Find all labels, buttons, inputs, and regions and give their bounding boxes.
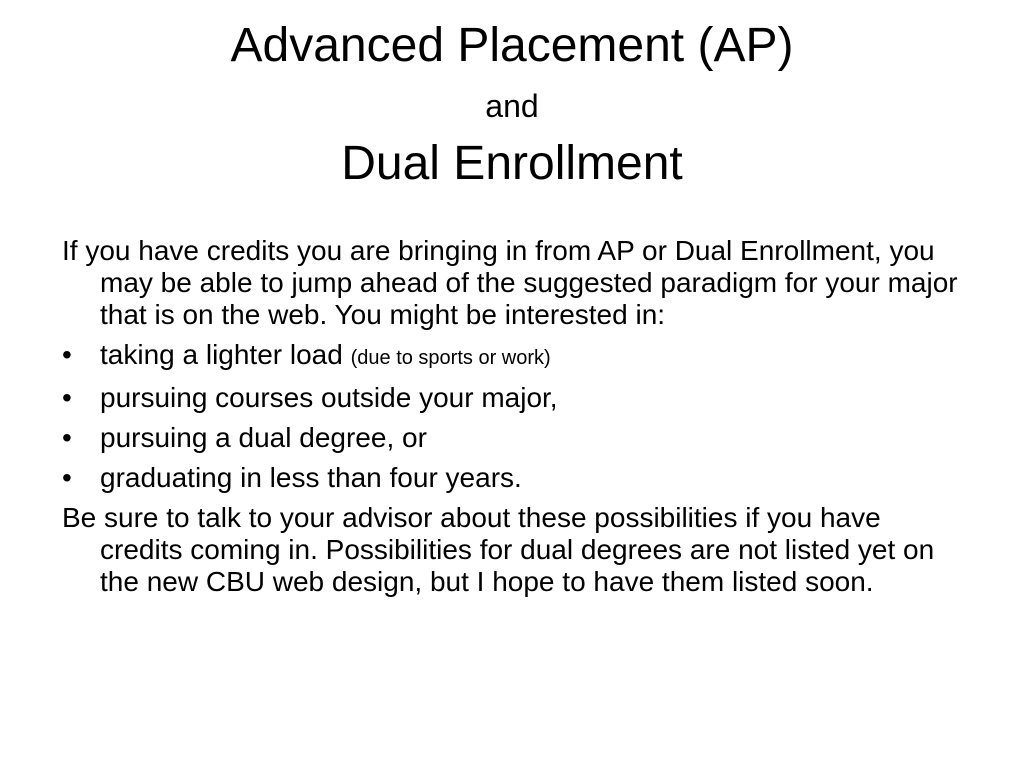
list-item: [62, 382, 962, 414]
bullet-icon: •: [62, 339, 72, 370]
list-item: [62, 339, 962, 374]
slide-body: [62, 235, 962, 606]
bullet-icon: •: [62, 382, 72, 413]
title-line-advanced-placement: Advanced Placement (AP): [230, 19, 794, 72]
bullet-text: taking a lighter load: [100, 339, 343, 370]
list-item: [62, 462, 962, 494]
bullet-text: pursuing courses outside your major,: [100, 382, 558, 413]
intro-paragraph: If you have credits you are bringing in from AP or Dual Enrollment, you may be able to jump ahead of the suggested paradigm for your major that is on the web. You might be interested in:: [62, 235, 958, 330]
bullet-icon: •: [62, 422, 72, 453]
bullet-note: (due to sports or work): [350, 347, 551, 369]
bullet-text: pursuing a dual degree, or: [100, 422, 427, 453]
bullet-list: [62, 339, 962, 494]
bullet-text: graduating in less than four years.: [100, 462, 522, 493]
title-line-dual-enrollment: Dual Enrollment: [341, 137, 683, 190]
bullet-icon: •: [62, 462, 72, 493]
slide-title: [0, 19, 1024, 190]
list-item: [62, 422, 962, 454]
closing-paragraph: Be sure to talk to your advisor about these possibilities if you have credits coming in. Possibilities for dual degrees are not listed yet on the new CBU web design, but I hope to have them listed soon.: [62, 502, 935, 597]
title-line-and: and: [485, 88, 539, 124]
